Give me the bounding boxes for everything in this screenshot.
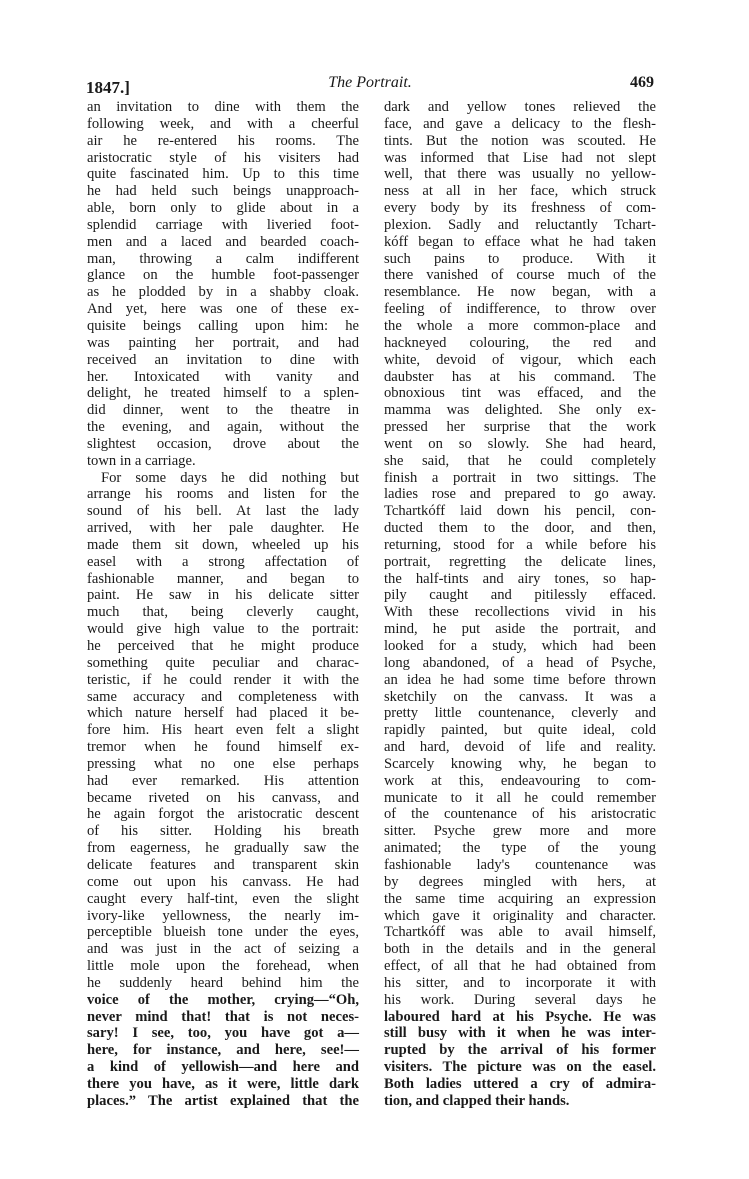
text-line: plexion. Sadly and reluctantly Tchart- [384,216,656,233]
text-line: For some days he did nothing but [101,469,359,486]
text-line: men and a laced and bearded coach- [87,233,359,250]
text-line: from eagerness, he gradually saw the [87,840,359,857]
text-line: daubster has at his command. The [384,368,656,385]
text-line: sound of his bell. At last the lady [87,503,359,520]
text-line: an idea he had some time before thrown [384,671,656,688]
text-line: places.” The artist explained that the [87,1092,359,1109]
text-line: laboured hard at his Psyche. He was [384,1008,656,1025]
text-line: returning, stood for a while before his [384,536,656,553]
text-line: he perceived that he might produce [87,638,359,654]
text-line: tremor when he found himself ex- [87,739,359,756]
text-line: obnoxious tint was effaced, and the [384,385,656,402]
text-line: went on so slowly. She had heard, [384,435,656,452]
text-line: became riveted on his canvass, and [87,789,359,806]
text-line: rupted by the arrival of his former [384,1042,656,1059]
text-line: pily caught and pitilessly effaced. [384,587,656,604]
page-number: 469 [630,74,654,91]
text-line: work at this, endeavouring to com- [384,772,656,789]
text-line: delicate features and transparent skin [87,856,359,873]
text-line: come out upon his canvass. He had [87,873,359,890]
text-line: kóff began to efface what he had taken [384,233,656,250]
text-line: pretty little countenance, cleverly and [384,705,656,722]
text-line: ness at all in her face, which struck [384,183,656,200]
text-line: his sitter, and to incorporate it with [384,974,656,991]
text-line: able, born only to glide about in a [87,200,359,217]
text-line: aristocratic style of his visiters had [87,149,359,166]
text-line: tints. But the notion was scouted. He [384,132,656,149]
text-line: Both ladies uttered a cry of admira- [384,1075,656,1092]
text-line: finish a portrait in two sittings. The [384,469,656,486]
header-title: The Portrait. [328,74,412,91]
text-line: her. Intoxicated with vanity and [87,368,359,385]
text-line: hackneyed colouring, the red and [384,334,656,351]
text-line: had ever remarked. His attention [87,772,359,789]
text-line: air he re-entered his rooms. The [87,132,359,149]
text-line: splendid carriage with liveried foot- [87,216,359,233]
text-line: the same time acquiring an expression [384,890,656,907]
text-line: the whole a more common-place and [384,317,656,334]
text-line: he suddenly heard behind him the [87,974,359,991]
text-line: easel with a strong affectation of [87,553,359,570]
text-line: something quite peculiar and charac- [87,654,359,671]
running-header [86,74,654,96]
text-line: both in the details and in the general [384,941,656,958]
text-line: fashionable lady's countenance was [384,856,656,873]
text-line: would give high value to the portrait: [87,621,359,638]
text-line: With these recollections vivid in his [384,604,656,621]
text-line: his work. During several days he [384,991,656,1008]
text-line: teristic, if he could render it with the [87,671,359,688]
text-line: quite fascinated him. Up to this time [87,166,359,183]
text-line: the evening, and again, without the [87,419,359,436]
text-line: such pains to produce. With it [384,250,656,267]
text-line: sitter. Psyche grew more and more [384,823,656,840]
text-line: did dinner, went to the theatre in [87,402,359,419]
text-line: every body by its freshness of com- [384,200,656,217]
text-line: quisite beings calling upon him: he [87,317,359,334]
text-line: pressed her surprise that the work [384,419,656,436]
text-line: and was just in the act of seizing a [87,941,359,958]
text-column-left [87,99,359,1110]
text-line: never mind that! that is not neces- [87,1008,359,1025]
text-line: fashionable manner, and began to [87,570,359,587]
text-line: pressing what no one else perhaps [87,755,359,772]
text-line: there you have, as it were, little dark [87,1075,359,1092]
text-line: delight, he treated himself to a splen- [87,385,359,402]
text-line: slightest occasion, drove about the [87,435,359,452]
text-line: resemblance. He now began, with a [384,284,656,301]
text-line: long abandoned, of a head of Psyche, [384,654,656,671]
text-line: which nature herself had placed it be- [87,705,359,722]
text-line: of the countenance of his aristocratic [384,806,656,823]
text-line: an invitation to dine with them the [87,99,359,115]
text-line: white, devoid of vigour, which each [384,351,656,368]
text-line: much that, being cleverly caught, [87,604,359,621]
text-line: glance on the humble foot-passenger [87,267,359,284]
text-line: municate to it all he could remember [384,789,656,806]
text-line: of his sitter. Holding his breath [87,823,359,840]
text-line: was informed that Lise had not slept [384,149,656,166]
text-line: which gave it originality and character. [384,907,656,924]
text-line: man, throwing a calm indifferent [87,250,359,267]
text-line: here, for instance, and here, see!— [87,1042,359,1059]
text-line: voice of the mother, crying—“Oh, [87,991,359,1008]
text-line: she said, that he could completely [384,452,656,469]
text-line: town in a carriage. [87,452,196,469]
text-line: ducted them to the door, and then, [384,520,656,537]
text-line: tion, and clapped their hands. [384,1092,570,1109]
text-line: following week, and with a cheerful [87,115,359,132]
text-line: paint. He saw in his delicate sitter [87,587,359,604]
text-line: sary! I see, too, you have got a— [87,1025,359,1042]
text-line: still busy with it when he was inter- [384,1025,656,1042]
text-line: ladies rose and prepared to go away. [384,486,656,503]
text-line: made them sit down, wheeled up his [87,536,359,553]
text-line: sketchily on the canvass. It was a [384,688,656,705]
text-line: by degrees mingled with hers, at [384,873,656,890]
text-line: little mole upon the forehead, when [87,958,359,975]
text-line: as he plodded by in a shabby cloak. [87,284,359,301]
text-line: mind, he put aside the portrait, and [384,621,656,638]
text-line: ivory-like yellowness, the nearly im- [87,907,359,924]
text-line: fore him. His heart even felt a slight [87,722,359,739]
text-line: face, and gave a delicacy to the flesh- [384,115,656,132]
text-line: looked for a study, which had been [384,638,656,654]
text-line: the half-tints and airy tones, so hap- [384,570,656,587]
text-line: received an invitation to dine with [87,351,359,368]
text-line: same accuracy and completeness with [87,688,359,705]
header-year: 1847.] [86,78,130,97]
text-line: rapidly painted, but quite ideal, cold [384,722,656,739]
text-line: caught every half-tint, even the slight [87,890,359,907]
text-line: And yet, here was one of these ex- [87,301,359,318]
text-line: dark and yellow tones relieved the [384,99,656,115]
text-line: Tchartkóff was able to avail himself, [384,924,656,941]
text-line: there vanished of course much of the [384,267,656,284]
text-line: animated; the type of the young [384,840,656,857]
text-line: feeling of indifference, to throw over [384,301,656,318]
text-line: was painting her portrait, and had [87,334,359,351]
text-line: well, that there was usually no yellow- [384,166,656,183]
text-line: effect, of all that he had obtained from [384,958,656,975]
text-line: Tchartkóff laid down his pencil, con- [384,503,656,520]
text-line: arrived, with her pale daughter. He [87,520,359,537]
text-line: a kind of yellowish—and here and [87,1059,359,1076]
text-line: portrait, regretting the delicate lines, [384,553,656,570]
text-line: perceptible blueish tone under the eyes, [87,924,359,941]
text-line: Scarcely knowing why, he began to [384,755,656,772]
text-column-right [384,99,656,1110]
text-line: visiters. The picture was on the easel. [384,1059,656,1076]
text-line: he had held such beings unapproach- [87,183,359,200]
text-line: he again forgot the aristocratic descent [87,806,359,823]
text-line: mamma was delighted. She only ex- [384,402,656,419]
text-line: arrange his rooms and listen for the [87,486,359,503]
text-line: and hard, devoid of life and reality. [384,739,656,756]
